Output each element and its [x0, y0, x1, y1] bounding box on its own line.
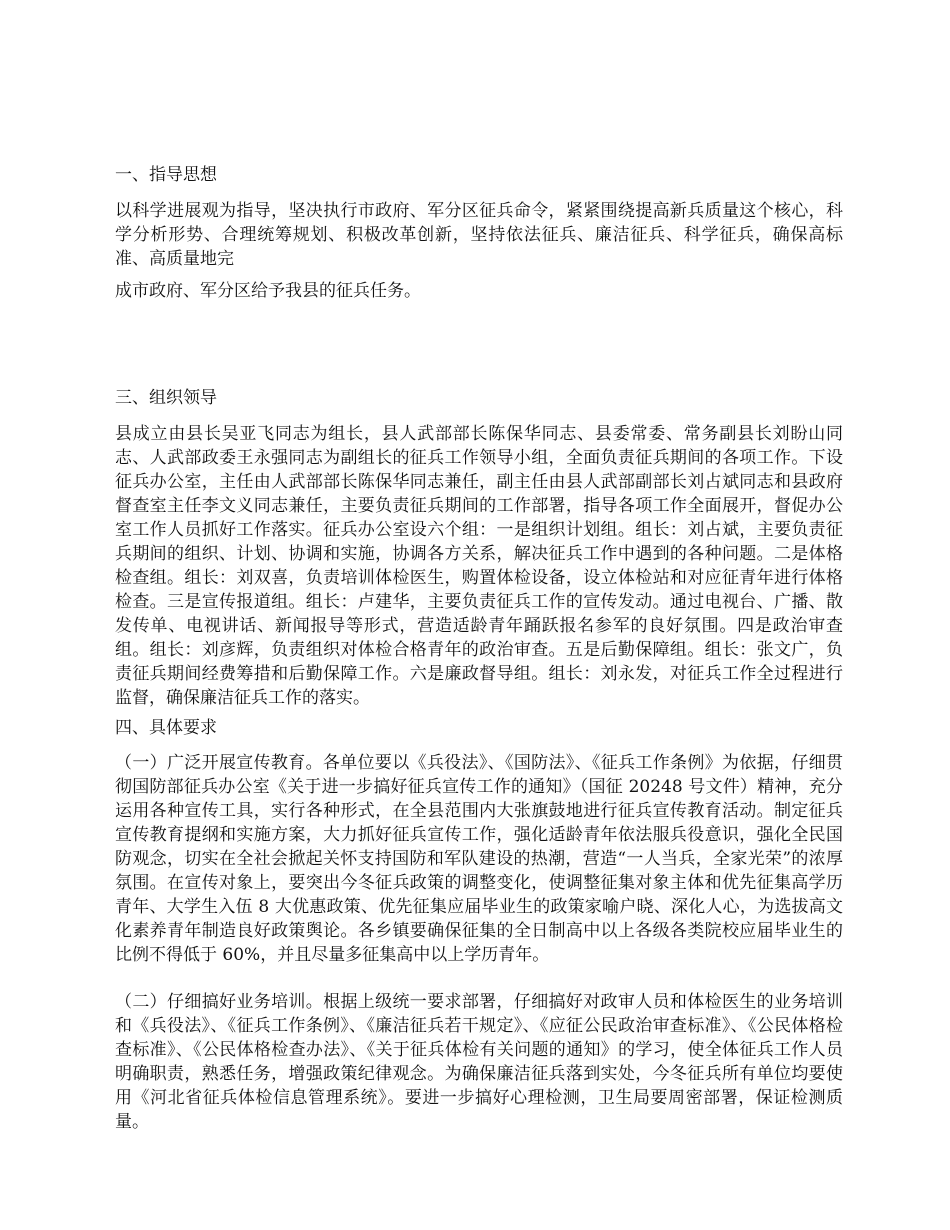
section-heading-guiding-ideology: 一、指导思想 [115, 165, 217, 185]
guiding-ideology-continuation: 成市政府、军分区给予我县的征兵任务。 [115, 281, 421, 301]
section-heading-specific-requirements: 四、具体要求 [115, 718, 217, 738]
section-heading-organization-leadership: 三、组织领导 [115, 388, 217, 408]
requirement-publicity-paragraph: （一）广泛开展宣传教育。各单位要以《兵役法》、《国防法》、《征兵工作条例》为依据，仔细贯彻国防部征兵办公室《关于进一步搞好征兵宣传工作的通知》（国征 20248 号文件）精神，充分运用各种宣传工具，实行各种形式，在全县范围内大张旗鼓地进行征兵宣传教育活动。制定征兵宣传教育提纲和实施方案，大力抓好征兵宣传工作，强化适龄青年依法服兵役意识，强化全民国防观念，切实在全社会掀起关怀支持国防和军队建设的热潮，营造“一人当兵，全家光荣”的浓厚氛围。在宣传对象上，要突出今冬征兵政策的调整变化，使调整征集对象主体和优先征集高学历青年、大学生入伍 8 大优惠政策、优先征集应届毕业生的政策家喻户晓、深化人心，为选拔高文化素养青年制造良好政策舆论。各乡镇要确保征集的全日制高中以上各级各类院校应届毕业生的比例不得低于 60%，并且尽量多征集高中以上学历青年。 [115, 753, 843, 965]
guiding-ideology-paragraph: 以科学进展观为指导，坚决执行市政府、军分区征兵命令，紧紧围绕提高新兵质量这个核心，科学分析形势、合理统筹规划、积极改革创新，坚持依法征兵、廉洁征兵、科学征兵，确保高标准、高质量地完 [115, 201, 843, 269]
organization-leadership-paragraph: 县成立由县长吴亚飞同志为组长，县人武部部长陈保华同志、县委常委、常务副县长刘盼山同志、人武部政委王永强同志为副组长的征兵工作领导小组，全面负责征兵期间的各项工作。下设征兵办公室，主任由人武部部长陈保华同志兼任，副主任由县人武部副部长刘占斌同志和县政府督查室主任李文义同志兼任，主要负责征兵期间的工作部署，指导各项工作全面展开，督促办公室工作人员抓好工作落实。征兵办公室设六个组：一是组织计划组。组长：刘占斌，主要负责征兵期间的组织、计划、协调和实施，协调各方关系，解决征兵工作中遇到的各种问题。二是体格检查组。组长：刘双喜，负责培训体检医生，购置体检设备，设立体检站和对应征青年进行体格检查。三是宣传报道组。组长：卢建华，主要负责征兵工作的宣传发动。通过电视台、广播、散发传单、电视讲话、新闻报导等形式，营造适龄青年踊跃报名参军的良好氛围。四是政治审查组。组长：刘彦辉，负责组织对体检合格青年的政治审查。五是后勤保障组。组长：张文广，负责征兵期间经费筹措和后勤保障工作。六是廉政督导组。组长：刘永发，对征兵工作全过程进行监督，确保廉洁征兵工作的落实。 [115, 424, 843, 708]
requirement-training-paragraph: （二）仔细搞好业务培训。根据上级统一要求部署，仔细搞好对政审人员和体检医生的业务培训和《兵役法》、《征兵工作条例》、《廉洁征兵若干规定》、《应征公民政治审查标准》、《公民体格检查标准》、《公民体格检查办法》、《关于征兵体检有关问题的通知》的学习，使全体征兵工作人员明确职责，熟悉任务，增强政策纪律观念。为确保廉洁征兵落到实处，今冬征兵所有单位均要使用《河北省征兵体检信息管理系统》。要进一步搞好心理检测，卫生局要周密部署，保证检测质量。 [115, 992, 843, 1132]
